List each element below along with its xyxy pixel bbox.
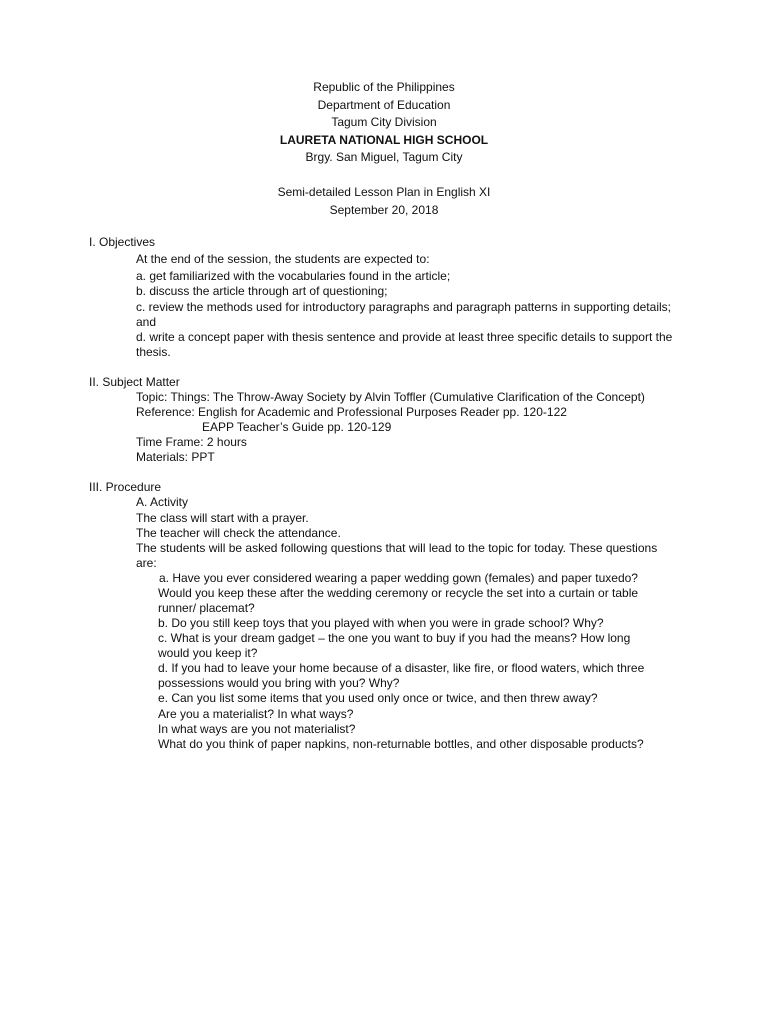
procedure-line: The class will start with a prayer. xyxy=(136,511,309,525)
objective-item: d. write a concept paper with thesis sentence and provide at least three specific details to support the thesis. xyxy=(136,330,673,360)
objective-item: c. review the methods used for introductory paragraphs and paragraph patterns in supporting details; and xyxy=(136,300,671,330)
document-header xyxy=(0,79,768,219)
subject-time-frame: Time Frame: 2 hours xyxy=(136,435,247,449)
subject-materials: Materials: PPT xyxy=(136,450,215,464)
question-item: c. What is your dream gadget – the one you want to buy if you had the means? How long would you keep it? xyxy=(158,631,631,661)
header-spacer xyxy=(0,167,768,185)
objective-item: b. discuss the article through art of questioning; xyxy=(136,284,388,298)
objectives-heading: I. Objectives xyxy=(89,235,156,249)
lesson-plan-title: Semi-detailed Lesson Plan in English XI xyxy=(277,185,491,199)
question-item: e. Can you list some items that you used only once or twice, and then threw away? xyxy=(158,691,598,705)
procedure-line: The teacher will check the attendance. xyxy=(136,526,341,540)
question-item: Are you a materialist? In what ways? xyxy=(158,707,354,721)
question-item: What do you think of paper napkins, non-returnable bottles, and other disposable products? xyxy=(158,737,644,751)
question-item: a. Have you ever considered wearing a paper wedding gown (females) and paper tuxedo? Would you keep these after the wedding ceremony or recycle the set into a curtain or table runner/ placemat? xyxy=(158,571,639,616)
procedure-heading: III. Procedure xyxy=(89,480,162,494)
objective-item: a. get familiarized with the vocabularies found in the article; xyxy=(136,269,451,283)
header-department: Department of Education xyxy=(317,97,451,112)
subject-reference-guide: EAPP Teacher’s Guide pp. 120-129 xyxy=(202,420,392,434)
subject-matter-heading: II. Subject Matter xyxy=(89,375,180,389)
question-item: In what ways are you not materialist? xyxy=(158,722,356,736)
subject-reference: Reference: English for Academic and Professional Purposes Reader pp. 120-122 xyxy=(136,405,567,419)
activity-heading: A. Activity xyxy=(136,495,189,509)
header-republic: Republic of the Philippines xyxy=(313,80,455,94)
subject-topic: Topic: Things: The Throw-Away Society by Alvin Toffler (Cumulative Clarification of the Concept) xyxy=(136,390,645,404)
lesson-date: September 20, 2018 xyxy=(329,202,439,217)
school-address: Brgy. San Miguel, Tagum City xyxy=(305,150,463,164)
objectives-intro: At the end of the session, the students are expected to: xyxy=(136,252,430,266)
question-item: d. If you had to leave your home because of a disaster, like fire, or flood waters, which three possessions would you bring with you? Why? xyxy=(158,661,645,691)
question-item: b. Do you still keep toys that you played with when you were in grade school? Why? xyxy=(158,616,604,630)
school-name: LAURETA NATIONAL HIGH SCHOOL xyxy=(279,132,489,147)
procedure-line: The students will be asked following questions that will lead to the topic for today. These questions are: xyxy=(136,541,658,571)
header-division: Tagum City Division xyxy=(331,115,437,129)
